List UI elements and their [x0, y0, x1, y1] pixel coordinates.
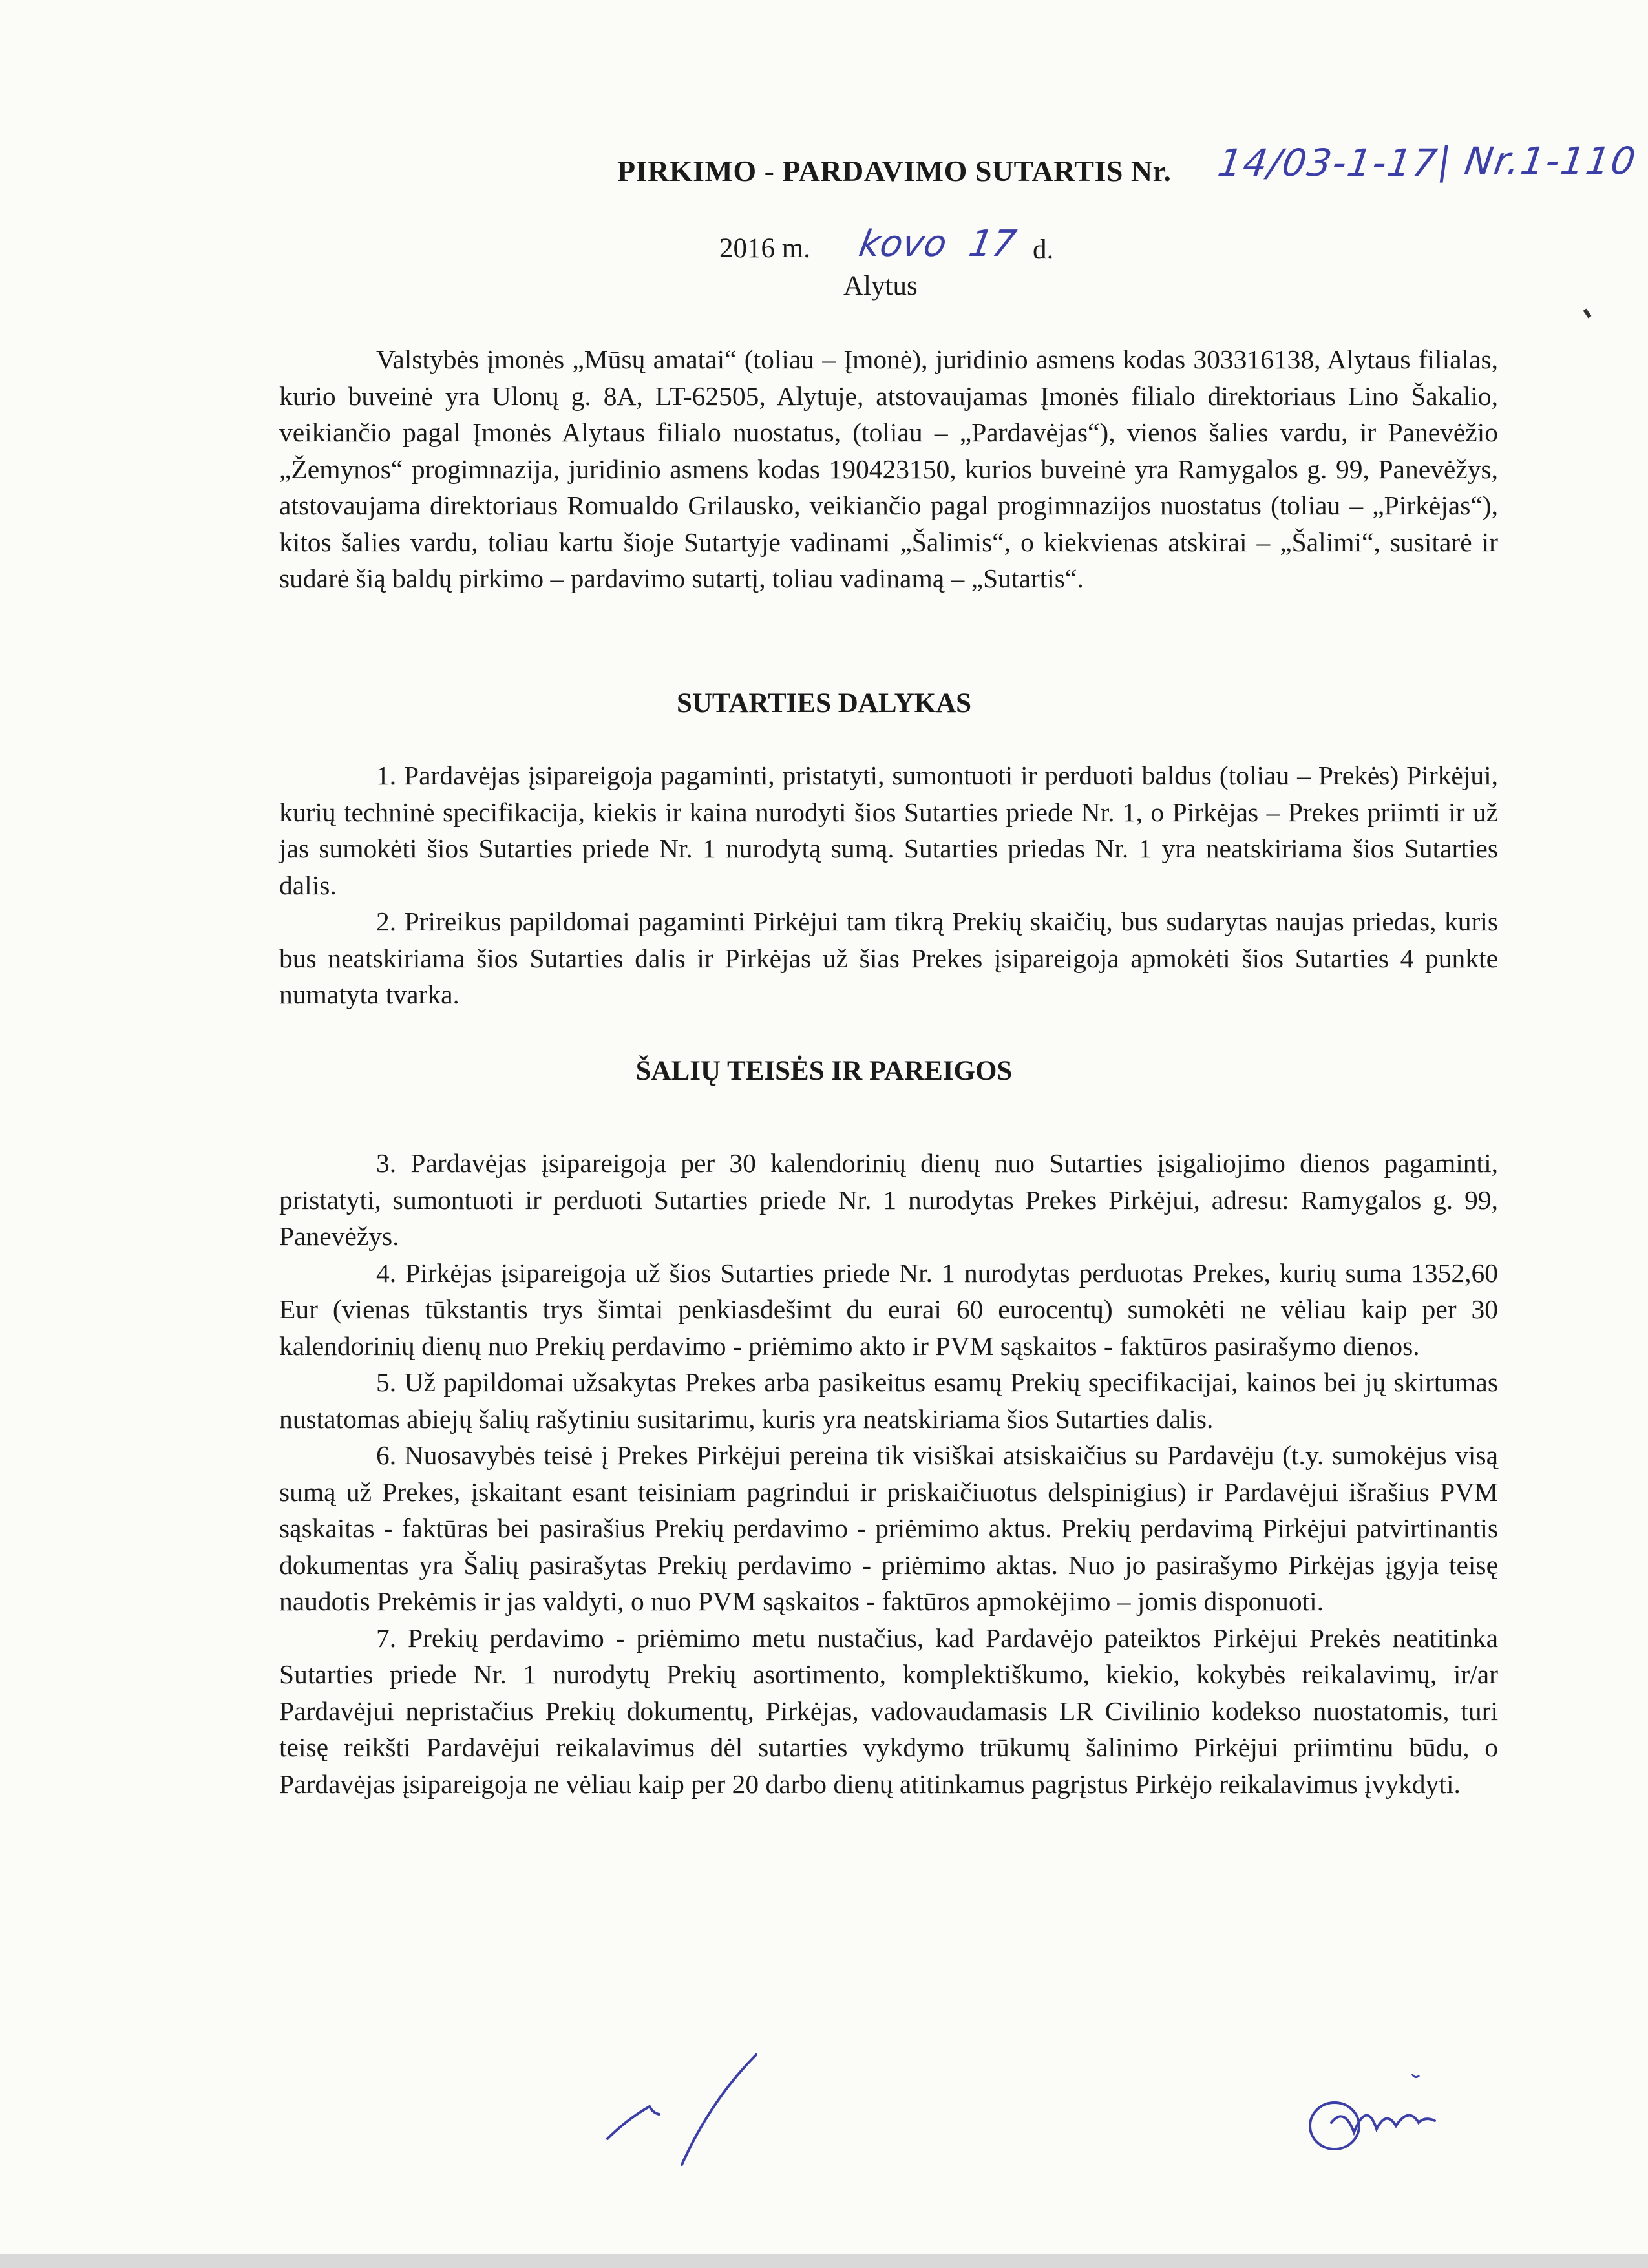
section-subject [279, 757, 1498, 1013]
section-rights [279, 1145, 1498, 1802]
paragraph-2: 2. Prireikus papildomai pagaminti Pirkėjui tam tikrą Prekių skaičių, bus sudarytas naujas priedas, kuris bus neatskiriama šios Sutarties dalis ir Pirkėjas už šias Prekes įsipareigoja apmokėti šios Sutarties 4 punkte numatyta tvarka. [279, 907, 1498, 1009]
handwritten-registration-number: | Nr.1-110 [1435, 139, 1640, 183]
paragraph-5: 5. Už papildomai užsakytas Prekes arba pasikeitus esamų Prekių specifikacijai, kainos bei jų skirtumas nustatomas abiejų šalių rašytiniu susitarimu, kuris yra neatskiriama šios Sutarties dalis. [279, 1367, 1498, 1434]
handwritten-month: kovo [856, 223, 950, 265]
stray-ink-mark [1583, 309, 1592, 319]
paragraph-4: 4. Pirkėjas įsipareigoja už šios Sutarties priede Nr. 1 nurodytas perduotas Prekes, kurių suma 1352,60 Eur (vienas tūkstantis trys šimtai penkiasdešimt du eurai 60 eurocentų) sumokėti ne vėliau kaip per 30 kalendorinių dienų nuo Prekių perdavimo - priėmimo akto ir PVM sąskaitos - faktūros pasirašymo dienos. [279, 1257, 1498, 1361]
date-day-suffix: d. [1033, 235, 1054, 265]
intro-paragraph: Valstybės įmonės „Mūsų amatai“ (toliau – Įmonė), juridinio asmens kodas 303316138, Alytaus filialas, kurio buveinė yra Ulonų g. 8A, LT-62505, Alytuje, atstovaujamas Įmonės filialo direktoriaus Lino Šakalio, veikiančio pagal Įmonės Alytaus filialo nuostatus, (toliau – „Pardavėjas“), vienos šalies vardu, ir Panevėžio „Žemynos“ progimnazija, juridinio asmens kodas 190423150, kurios buveinė yra Ramygalos g. 99, Panevėžys, atstovaujama direktoriaus Romualdo Grilausko, veikiančio pagal progimnazijos nuostatus (toliau – „Pirkėjas“), kitos šalies vardu, toliau kartu šioje Sutartyje vadinami „Šalimis“, o kiekvienas atskirai – „Šalimi“, susitarė ir sudarė šią baldų pirkimo – pardavimo sutartį, toliau vadinamą – „Sutartis“. [279, 344, 1498, 593]
handwritten-day: 17 [966, 223, 1019, 265]
city: Alytus [843, 271, 918, 301]
contract-title: PIRKIMO - PARDAVIMO SUTARTIS Nr. [617, 154, 1172, 187]
intro-section [279, 341, 1498, 597]
paragraph-7: 7. Prekių perdavimo - priėmimo metu nustačius, kad Pardavėjo pateiktos Pirkėjui Prekės neatitinka Sutarties priede Nr. 1 nurodytų Prekių asortimento, komplektiškumo, kiekio, kokybės reikalavimų, ir/ar Pardavėjui nepristačius Prekių dokumentų, Pirkėjas, vadovaudamasis LR Civilinio kodekso nuostatomis, turi teisę reikšti Pardavėjui reikalavimus dėl sutarties vykdymo trūkumų šalinimo Pirkėjui priimtinu būdu, o Pardavėjas įsipareigoja ne vėliau kaip per 20 darbo dienų atitinkamus pagrįstus Pirkėjo reikalavimus įvykdyti. [279, 1622, 1498, 1799]
signature-left [601, 2042, 769, 2171]
signature-right [1305, 2061, 1467, 2165]
scan-bottom-edge [0, 2254, 1648, 2268]
handwritten-contract-number: 14/03-1-17 [1215, 141, 1441, 185]
section-title-rights: ŠALIŲ TEISĖS IR PAREIGOS [635, 1056, 1013, 1086]
paragraph-3: 3. Pardavėjas įsipareigoja per 30 kalendorinių dienų nuo Sutarties įsigaliojimo dienos pagaminti, pristatyti, sumontuoti ir perduoti Sutarties priede Nr. 1 nurodytas Prekes Pirkėjui, adresu: Ramygalos g. 99, Panevėžys. [279, 1148, 1498, 1251]
section-title-subject: SUTARTIES DALYKAS [676, 688, 972, 719]
paragraph-6: 6. Nuosavybės teisė į Prekes Pirkėjui pereina tik visiškai atsiskaičius su Pardavėju (t.y. sumokėjus visą sumą už Prekes, įskaitant esant teisiniam pagrindui ir priskaičiuotus delspinigius) ir Pardavėjui išrašius PVM sąskaitas - faktūras bei pasirašius Prekių perdavimo - priėmimo aktus. Prekių perdavimą Pirkėjui patvirtinantis dokumentas yra Šalių pasirašytas Prekių perdavimo - priėmimo aktas. Nuo jo pasirašymo Pirkėjas įgyja teisę naudotis Prekėmis ir jas valdyti, o nuo PVM sąskaitos - faktūros apmokėjimo – jomis disponuoti. [279, 1440, 1498, 1616]
paragraph-1: 1. Pardavėjas įsipareigoja pagaminti, pristatyti, sumontuoti ir perduoti baldus (toliau – Prekės) Pirkėjui, kurių techninė specifikacija, kiekis ir kaina nurodyti šios Sutarties priede Nr. 1, o Pirkėjas – Prekes priimti ir už jas sumokėti šios Sutarties priede Nr. 1 nurodytą sumą. Sutarties priedas Nr. 1 yra neatskiriama šios Sutarties dalis. [279, 761, 1498, 900]
date-year: 2016 m. [719, 233, 810, 264]
